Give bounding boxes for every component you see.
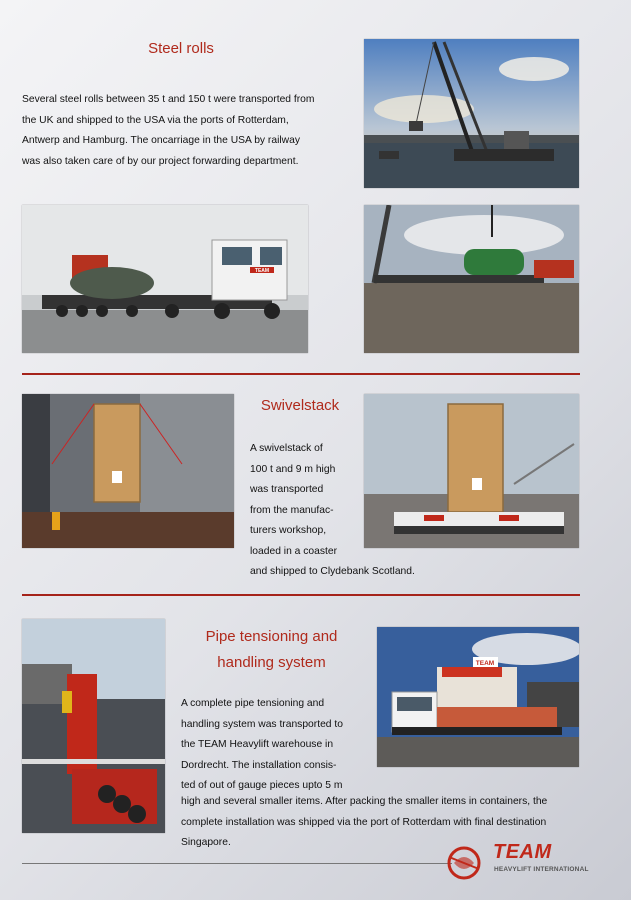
text-line: loaded in a coaster xyxy=(250,545,338,557)
photo-pipe-tensioner xyxy=(22,619,165,833)
section-divider xyxy=(22,594,580,596)
text-line: was also taken care of by our project forwarding department. xyxy=(22,155,299,167)
text-line: complete installation was shipped via the port of Rotterdam with final destination xyxy=(181,816,547,828)
photo-team-warehouse-truck xyxy=(377,627,579,767)
text-line: the UK and shipped to the USA via the ports of Rotterdam, xyxy=(22,114,289,126)
warehouse-sign-text: TEAM xyxy=(475,660,495,667)
footer-brand: TEAM xyxy=(493,841,552,863)
swivelstack-text xyxy=(250,439,350,562)
swivelstack-text-last: and shipped to Clydebank Scotland. xyxy=(250,566,415,577)
text-line: A complete pipe tensioning and xyxy=(181,698,325,709)
text-line: handling system was transported to xyxy=(181,718,343,730)
text-line: ted of out of gauge pieces upto 5 m xyxy=(181,780,343,791)
text-line: Singapore. xyxy=(181,837,231,848)
steel-rolls-title: Steel rolls xyxy=(148,40,214,57)
photo-truck-steel-roll xyxy=(22,205,308,353)
pipe-title-line2: handling system xyxy=(217,654,326,671)
text-line: turers workshop, xyxy=(250,525,327,536)
pipe-title-line1: Pipe tensioning and xyxy=(205,628,338,645)
footer-tagline: HEAVYLIFT INTERNATIONAL xyxy=(494,866,589,873)
pipe-text xyxy=(181,694,363,797)
text-line: the TEAM Heavylift warehouse in xyxy=(181,739,334,750)
footer-rule xyxy=(22,863,452,864)
photo-quay-transport xyxy=(364,205,579,353)
truck-sign-text: TEAM xyxy=(254,268,270,274)
text-line: 100 t and 9 m high xyxy=(250,463,336,475)
steel-rolls-text xyxy=(22,90,352,172)
text-line: Several steel rolls between 35 t and 150 t were transported from xyxy=(22,94,315,105)
text-line: Dordrecht. The installation consis- xyxy=(181,759,337,771)
text-line: high and several smaller items. After packing the smaller items in containers, the xyxy=(181,796,548,807)
text-line: Antwerp and Hamburg. The oncarriage in the USA by railway xyxy=(22,135,300,146)
text-line: A swivelstack of xyxy=(250,443,323,454)
text-line: from the manufac- xyxy=(250,504,334,516)
photo-swivelstack-trailer xyxy=(364,394,579,548)
text-line: was transported xyxy=(250,484,324,495)
photo-coaster-hold xyxy=(22,394,234,548)
photo-floating-crane xyxy=(364,39,579,188)
swivelstack-title: Swivelstack xyxy=(260,397,340,414)
section-divider xyxy=(22,373,580,375)
